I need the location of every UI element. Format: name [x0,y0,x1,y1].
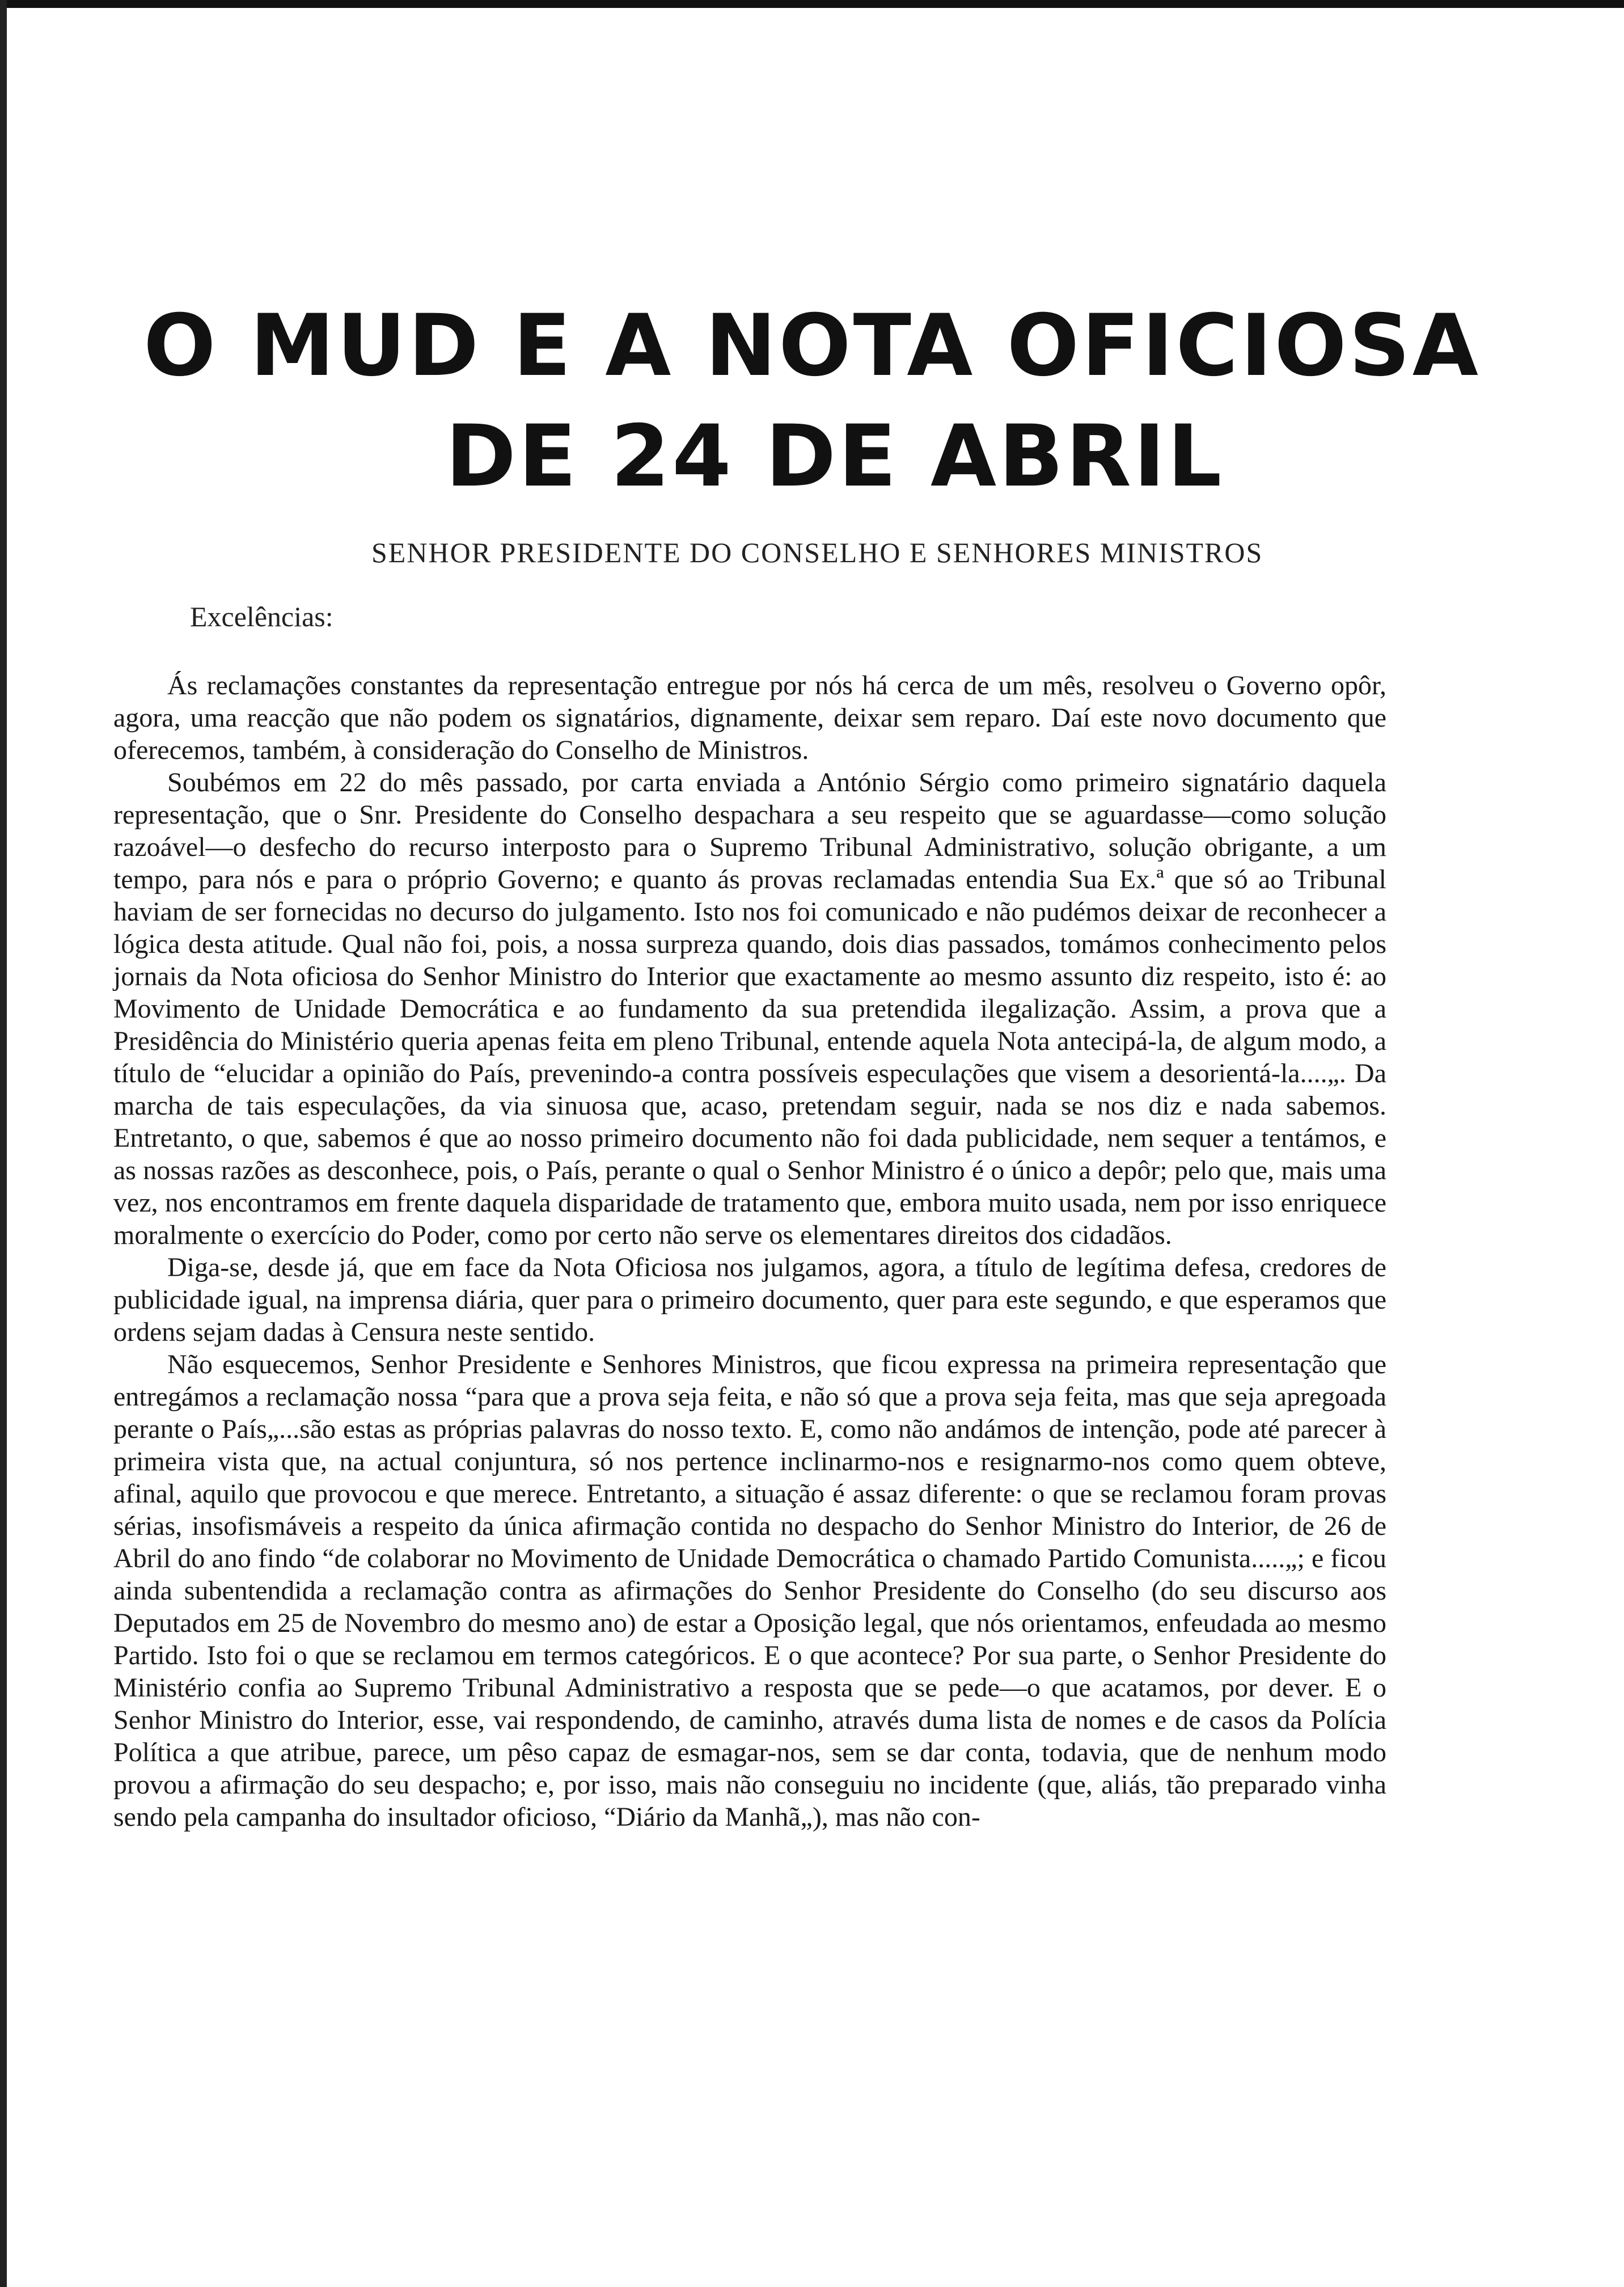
addressee-heading: SENHOR PRESIDENTE DO CONSELHO E SENHORES MINISTROS [371,537,1263,568]
paragraph-1: Ás reclamações constantes da representação entregue por nós há cerca de um mês, resolveu o Governo opôr, agora, uma reacção que não podem os signatários, dignamente, deixar sem reparo. Daí este novo documento que oferecemos, também, à consideração do Conselho de Ministros. [113,670,1386,765]
document-body [113,669,1386,1833]
document-title-line2: DE 24 DE ABRIL [445,407,1224,506]
paragraph-2: Soubémos em 22 do mês passado, por carta enviada a António Sérgio como primeiro signatário daquela representação, que o Snr. Presidente do Conselho despachara a seu respeito que se aguardasse—como solução razoável—o desfecho do recurso interposto para o Supremo Tribunal Administrativo, solução obrigante, a um tempo, para nós e para o próprio Governo; e quanto ás provas reclamadas entendia Sua Ex.ª que só ao Tribunal haviam de ser fornecidas no decurso do julgamento. Isto nos foi comunicado e não pudémos deixar de reconhecer a lógica desta atitude. Qual não foi, pois, a nossa surpreza quando, dois dias passados, tomámos conhecimento pelos jornais da Nota oficiosa do Senhor Ministro do Interior que exactamente ao mesmo assunto diz respeito, isto é: ao Movimento de Unidade Democrática e ao fundamento da sua pretendida ilegalização. Assim, a prova que a Presidência do Ministério queria apenas feita em pleno Tribunal, entende aquela Nota antecipá-la, de algum modo, a título de “elucidar a opinião do País, prevenindo-a contra possíveis especulações que visem a desorientá-la....„. Da marcha de tais especulações, da via sinuosa que, acaso, pretendam seguir, nada se nos diz e nada sabemos. Entretanto, o que, sabemos é que ao nosso primeiro documento não foi dada publicidade, nem sequer a tentámos, e as nossas razões as desconhece, pois, o País, perante o qual o Senhor Ministro é o único a depôr; pelo que, mais uma vez, nos encontramos em frente daquela disparidade de tratamento que, embora muito usada, nem por isso enriquece moralmente o exercício do Poder, como por certo não serve os elementares direitos dos cidadãos. [113,767,1386,1250]
paragraph-4: Não esquecemos, Senhor Presidente e Senhores Ministros, que ficou expressa na primeira representação que entregámos a reclamação nossa “para que a prova seja feita, e não só que a prova seja feita, mas que seja apregoada perante o País„...são estas as próprias palavras do nosso texto. E, como não andámos de intenção, pode até parecer à primeira vista que, na actual conjuntura, só nos pertence inclinarmo-nos e resignarmo-nos como quem obteve, afinal, aquilo que provocou e que merece. Entretanto, a situação é assaz diferente: o que se reclamou foram provas sérias, insofismáveis a respeito da única afirmação contida no despacho do Senhor Ministro do Interior, de 26 de Abril do ano findo “de colaborar no Movimento de Unidade Democrática o chamado Partido Comunista.....„; e ficou ainda subentendida a reclamação contra as afirmações do Senhor Presidente do Conselho (do seu discurso aos Deputados em 25 de Novembro do mesmo ano) de estar a Oposição legal, que nós orientamos, enfeudada ao mesmo Partido. Isto foi o que se reclamou em termos categóricos. E o que acontece? Por sua parte, o Senhor Presidente do Ministério confia ao Supremo Tribunal Administrativo a resposta que se pede—o que acatamos, por dever. E o Senhor Ministro do Interior, esse, vai respondendo, de caminho, através duma lista de nomes e de casos da Polícia Política a que atribue, parece, um pêso capaz de esmagar-nos, sem se dar conta, todavia, que de nenhum modo provou a afirmação do seu despacho; e, por isso, mais não conseguiu no incidente (que, aliás, tão preparado vinha sendo pela campanha do insultador oficioso, “Diário da Manhã„), mas não con- [113,1349,1386,1832]
document-title-line1: O MUD E A NOTA OFICIOSA [143,297,1481,395]
page-top-edge [0,0,1624,8]
greeting: Excelências: [190,601,333,632]
paragraph-3: Diga-se, desde já, que em face da Nota Oficiosa nos julgamos, agora, a título de legítima defesa, credores de publicidade igual, na imprensa diária, quer para o primeiro documento, quer para este segundo, e que esperamos que ordens sejam dadas à Censura neste sentido. [113,1252,1386,1347]
